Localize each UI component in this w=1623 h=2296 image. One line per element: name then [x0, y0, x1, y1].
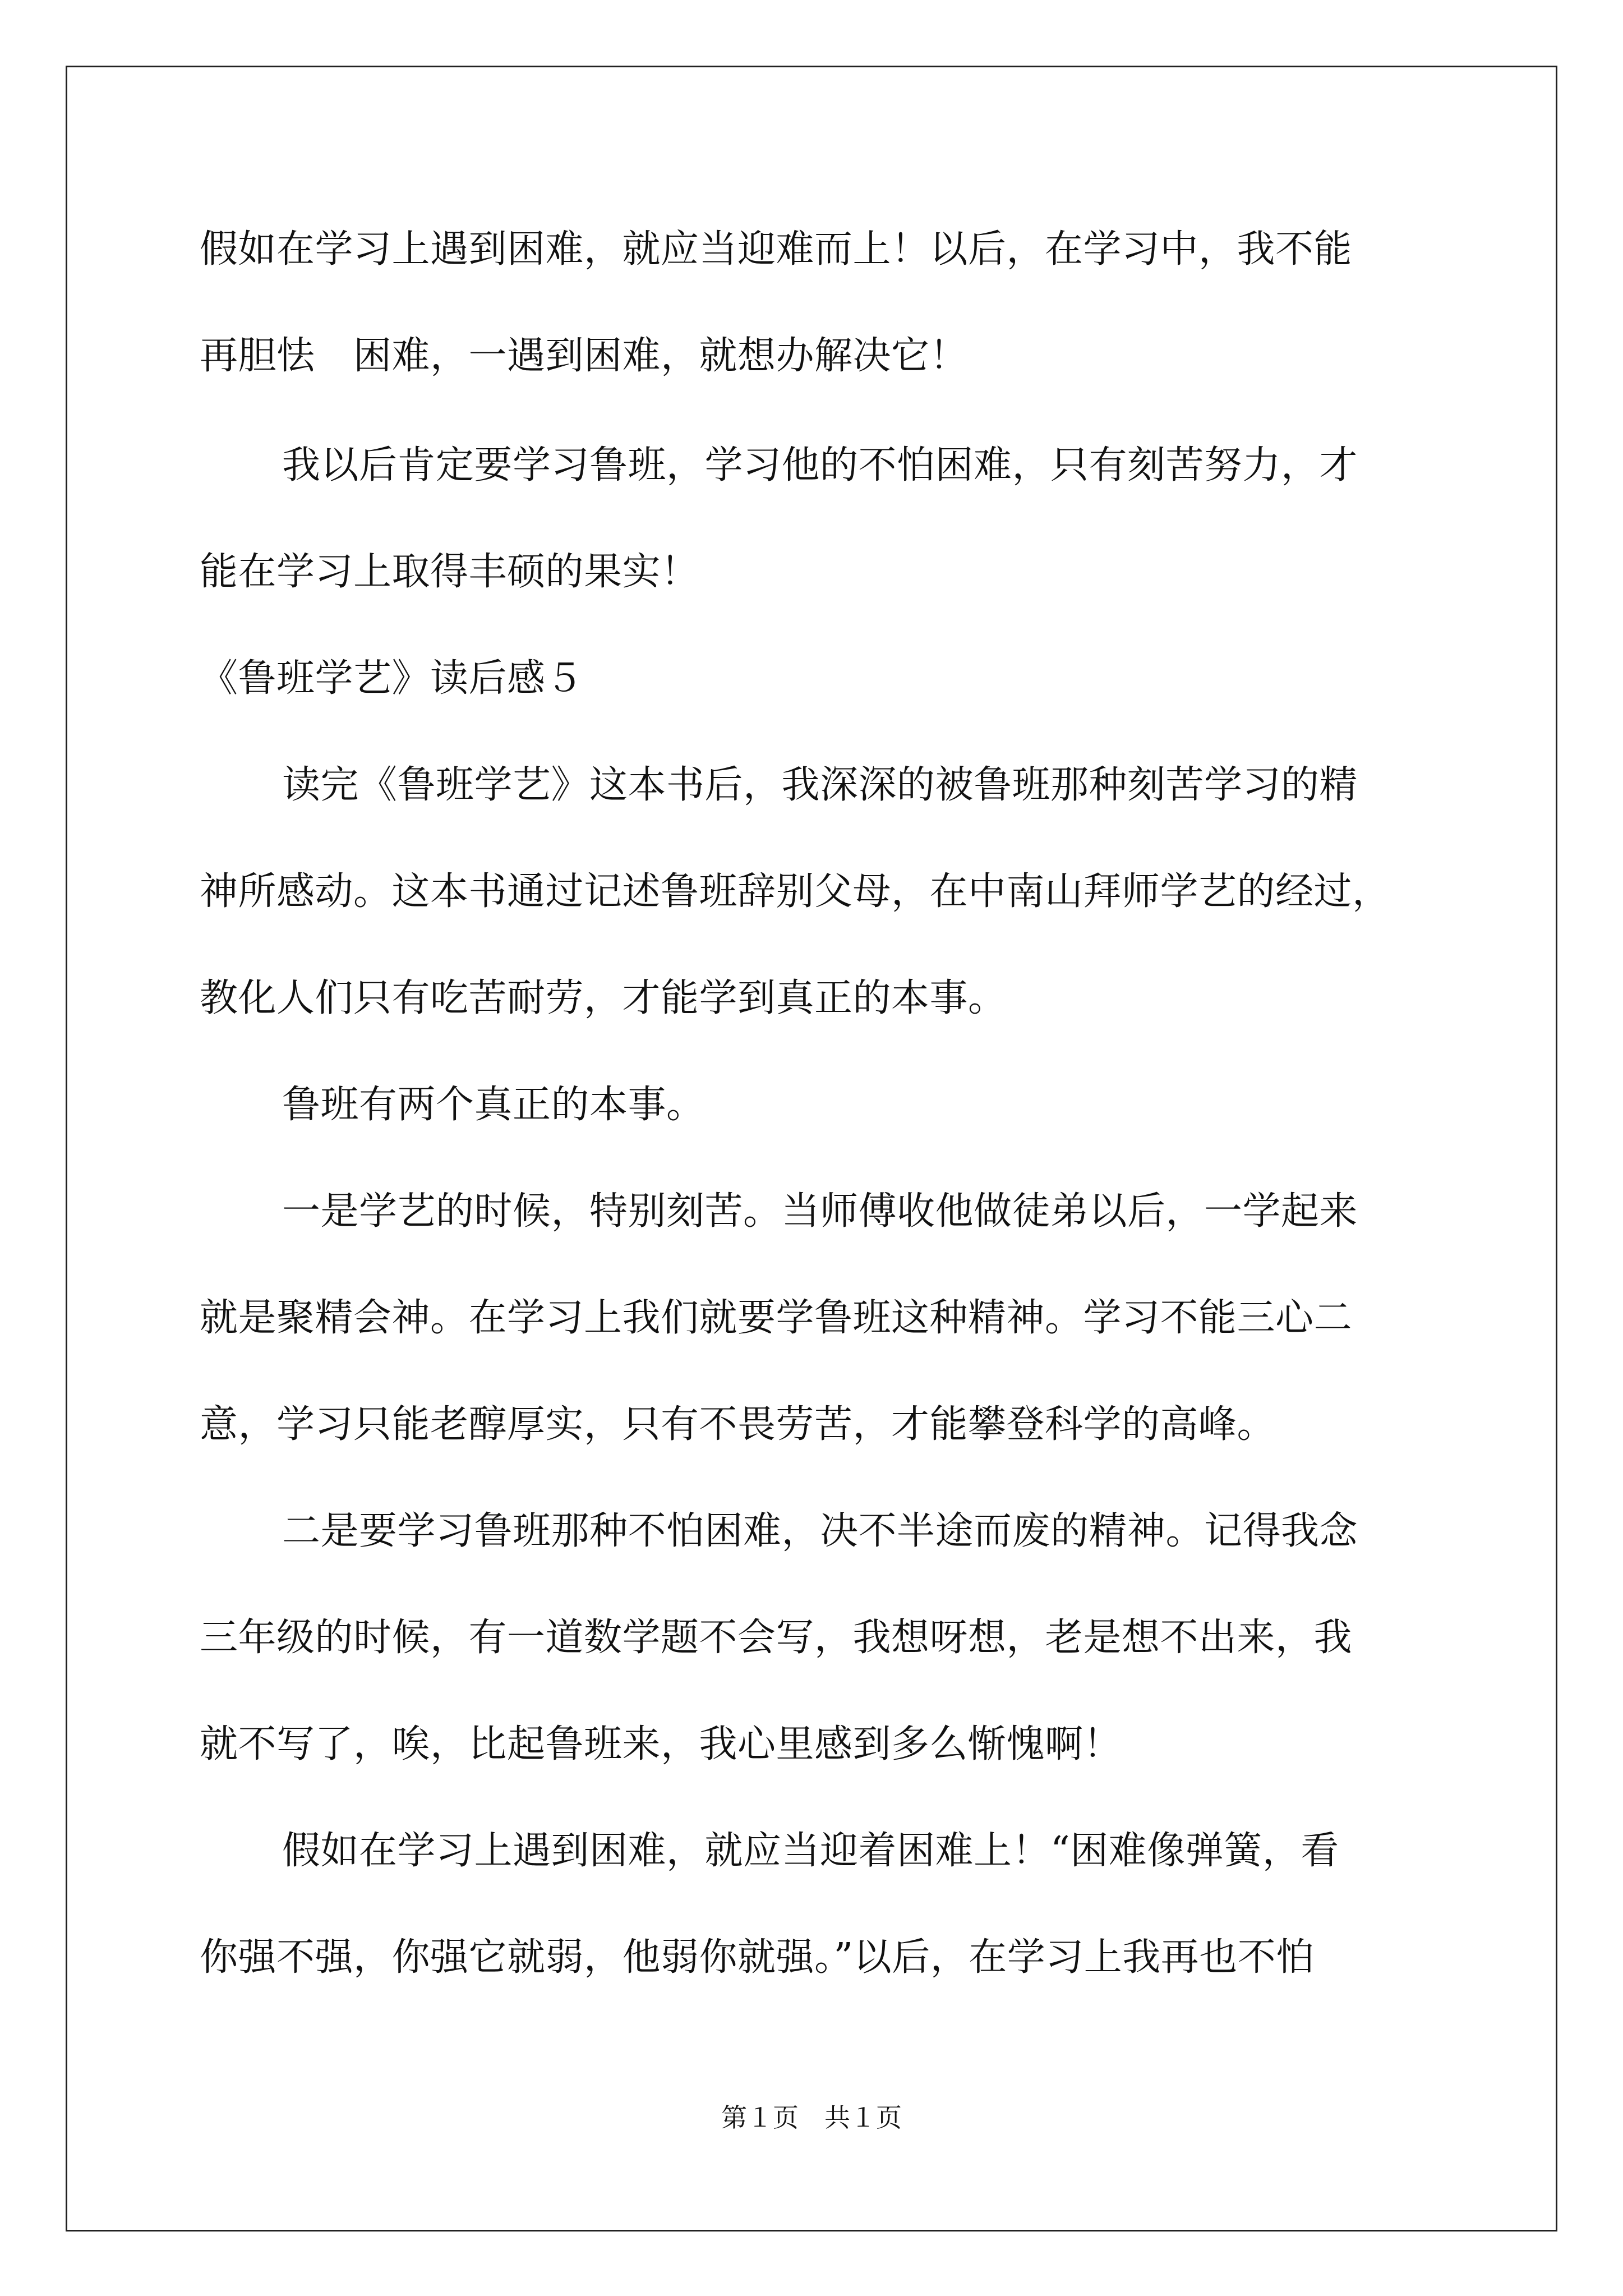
text-line: 能在学习上取得丰硕的果实！	[200, 550, 699, 594]
paragraph-line: 读完《鲁班学艺》这本书后，我深深的被鲁班那种刻苦学习的精	[282, 763, 1358, 807]
text-line: 意，学习只能老醇厚实，只有不畏劳苦，才能攀登科学的高峰。	[200, 1402, 1276, 1447]
text-line: 就是聚精会神。在学习上我们就要学鲁班这种精神。学习不能三心二	[200, 1296, 1353, 1340]
text-line: 神所感动。这本书通过记述鲁班辞别父母，在中南山拜师学艺的经过，	[200, 869, 1391, 914]
paragraph-line: 一是学艺的时候，特别刻苦。当师傅收他做徒弟以后，一学起来	[282, 1189, 1358, 1234]
text-line: 三年级的时候，有一道数学题不会写，我想呀想，老是想不出来，我	[200, 1616, 1353, 1660]
text-line: 再胆怯 困难，一遇到困难，就想办解决它！	[200, 334, 969, 378]
page-number-footer: 第１页 共１页	[721, 2102, 902, 2133]
text-line: 假如在学习上遇到困难，就应当迎难而上！以后，在学习中，我不能	[200, 227, 1353, 272]
page-border	[66, 66, 1557, 2231]
text-line: 就不写了，唉，比起鲁班来，我心里感到多么惭愧啊！	[200, 1722, 1122, 1766]
paragraph-line: 鲁班有两个真正的本事。	[282, 1083, 705, 1127]
text-line: 教化人们只有吃苦耐劳，才能学到真正的本事。	[200, 976, 1007, 1020]
paragraph-line: 二是要学习鲁班那种不怕困难，决不半途而废的精神。记得我念	[282, 1509, 1358, 1553]
paragraph-line: 我以后肯定要学习鲁班，学习他的不怕困难，只有刻苦努力，才	[282, 443, 1358, 487]
paragraph-line: 假如在学习上遇到困难，就应当迎着困难上！“困难像弹簧，看	[282, 1829, 1339, 1873]
section-heading: 《鲁班学艺》读后感５	[200, 656, 584, 701]
text-line: 你强不强，你强它就弱，他弱你就强。”以后，在学习上我再也不怕	[200, 1935, 1315, 1980]
